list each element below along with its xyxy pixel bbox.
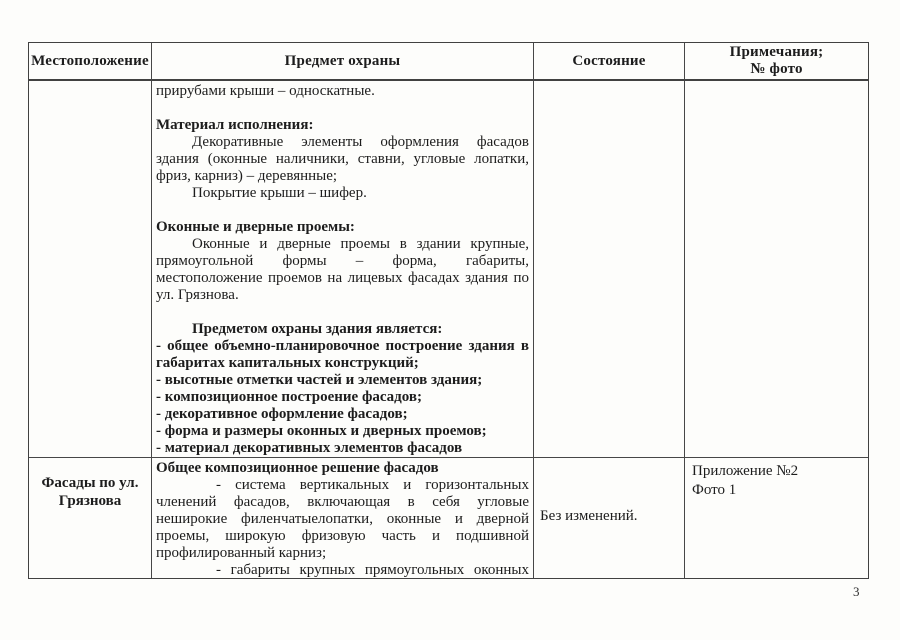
- header-label-location: Местоположение: [31, 52, 149, 69]
- text-line: Покрытие крыши – шифер.: [192, 185, 367, 201]
- text-line: Предметом охраны здания является:: [192, 321, 443, 337]
- text-line: профилированный карниз;: [156, 545, 327, 561]
- text-line: местоположение проемов на лицевых фасадах здания по: [156, 270, 529, 286]
- row2-state-cell: [534, 458, 685, 578]
- text-line: неширокие филенчатыелопатки, оконные и дверной: [156, 511, 529, 527]
- header-label-subject: Предмет охраны: [284, 52, 401, 69]
- text-line: - система вертикальных и горизонтальных: [216, 477, 529, 493]
- text-line: прирубами крыши – односкатные.: [156, 83, 375, 99]
- text-line: № фото: [750, 61, 803, 77]
- header-cell-state: [534, 43, 685, 81]
- row2-location-cell: [29, 458, 152, 578]
- text-line: здания (оконные наличники, ставни, угловые лопатки,: [156, 151, 529, 167]
- text-line: Оконные и дверные проемы в здании крупные,: [192, 236, 529, 252]
- row2-subject-cell: [152, 458, 534, 578]
- text-line: Декоративные элементы оформления фасадов: [192, 134, 529, 150]
- text-line: Общее композиционное решение фасадов: [156, 460, 439, 476]
- text-line: прямоугольной формы – форма, габариты,: [156, 253, 529, 269]
- protection-subject-table: [28, 42, 869, 579]
- text-line: фриз, карниз) – деревянные;: [156, 168, 338, 184]
- text-line: Грязнова: [58, 493, 122, 509]
- text-line: Оконные и дверные проемы:: [156, 219, 355, 235]
- text-line: Приложение №2: [692, 463, 799, 479]
- text-line: Материал исполнения:: [156, 117, 314, 133]
- text-line: - композиционное построение фасадов;: [156, 389, 422, 405]
- row2-notes-cell: [685, 458, 868, 578]
- row2-state-text: Без изменений.: [540, 508, 638, 524]
- text-line: членений фасадов, включающая в себя угловые: [156, 494, 529, 510]
- header-cell-location: [29, 43, 152, 81]
- text-line: Примечания;: [729, 44, 824, 60]
- text-line: - материал декоративных элементов фасадов: [156, 440, 463, 456]
- text-line: [156, 304, 529, 321]
- text-line: [156, 100, 529, 117]
- row1-location-cell: [29, 81, 152, 458]
- header-cell-subject: [152, 43, 534, 81]
- header-cell-notes: [685, 43, 868, 81]
- text-line: [156, 202, 529, 219]
- header-label-state: Состояние: [572, 52, 646, 69]
- text-line: габаритах капитальных конструкций;: [156, 355, 419, 371]
- text-line: Фасады по ул.: [41, 475, 139, 491]
- text-line: Фото 1: [692, 482, 737, 498]
- row1-state-cell: [534, 81, 685, 458]
- text-line: - форма и размеры оконных и дверных проемов;: [156, 423, 487, 439]
- row1-subject-cell: [152, 81, 534, 458]
- text-line: - габариты крупных прямоугольных оконных: [216, 562, 529, 578]
- text-line: - общее объемно-планировочное построение здания в: [156, 338, 529, 354]
- text-line: проемы, широкую фризовую часть и подшивной: [156, 528, 529, 544]
- page-number: 3: [853, 584, 860, 599]
- text-line: - декоративное оформление фасадов;: [156, 406, 408, 422]
- text-line: ул. Грязнова.: [156, 287, 239, 303]
- text-line: - высотные отметки частей и элементов здания;: [156, 372, 483, 388]
- row1-notes-cell: [685, 81, 868, 458]
